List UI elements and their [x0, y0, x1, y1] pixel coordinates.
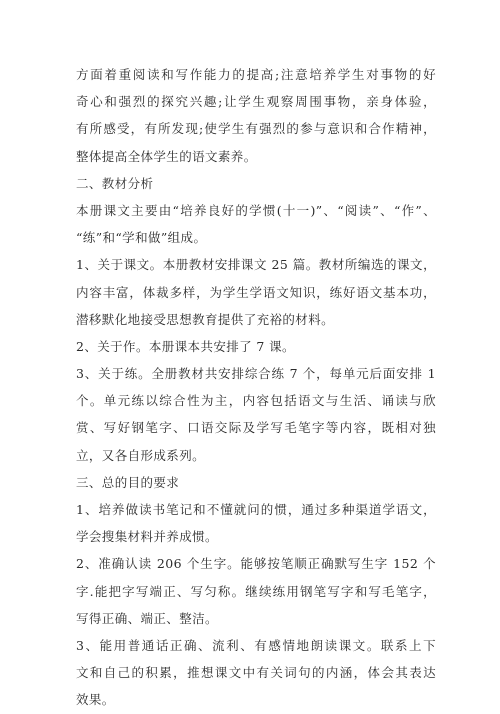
text-line: 赏、写好钢笔字、口语交际及学写毛笔字等内容，既相对独	[76, 420, 436, 436]
text-line: 效果。	[76, 692, 115, 708]
text-line: 2、准确认读 206 个生字。能够按笔顺正确默写生字 152 个	[76, 556, 436, 572]
text-line: 3、关于练。全册教材共安排综合练 7 个，每单元后面安排 1	[76, 366, 436, 382]
text-line: 有所感受，有所发现;使学生有强烈的参与意识和合作精神，	[76, 121, 436, 137]
text-line: 内容丰富，体裁多样，为学生学语文知识，练好语文基本功，	[76, 284, 436, 300]
text-line: 个。单元练以综合性为主，内容包括语文与生活、诵读与欣	[76, 393, 436, 409]
text-line: 整体提高全体学生的语文素养。	[76, 148, 257, 164]
text-line: 3、能用普通话正确、流利、有感情地朗读课文。联系上下	[76, 637, 436, 653]
section-heading: 三、总的目的要求	[76, 474, 180, 490]
section-heading: 二、教材分析	[76, 175, 154, 191]
text-line: 本册课文主要由“培养良好的学惯(十一)”、“阅读”、“作”、	[76, 202, 436, 218]
text-line: 2、关于作。本册课本共安排了 7 课。	[76, 338, 295, 354]
document-body	[76, 61, 436, 714]
text-line: 奇心和强烈的探究兴趣;让学生观察周围事物，亲身体验，	[76, 94, 436, 110]
text-line: 写得正确、端正、整洁。	[76, 610, 218, 626]
text-line: 1、关于课文。本册教材安排课文 25 篇。教材所编选的课文，	[76, 257, 436, 273]
text-line: “练”和“学和做”组成。	[76, 230, 207, 246]
text-line: 立，又各自形成系列。	[76, 447, 206, 463]
text-line: 字.能把字写端正、写匀称。继续练用钢笔写字和写毛笔字，	[76, 583, 436, 599]
text-line: 学会搜集材料并养成惯。	[76, 529, 218, 545]
text-line: 文和自己的积累，推想课文中有关词句的内涵，体会其表达	[76, 665, 436, 681]
text-line: 1、培养做读书笔记和不懂就问的惯，通过多种渠道学语文，	[76, 502, 436, 517]
text-line: 潜移默化地接受思想教育提供了充裕的材料。	[76, 311, 335, 327]
text-line: 方面着重阅读和写作能力的提高;注意培养学生对事物的好	[76, 67, 436, 82]
